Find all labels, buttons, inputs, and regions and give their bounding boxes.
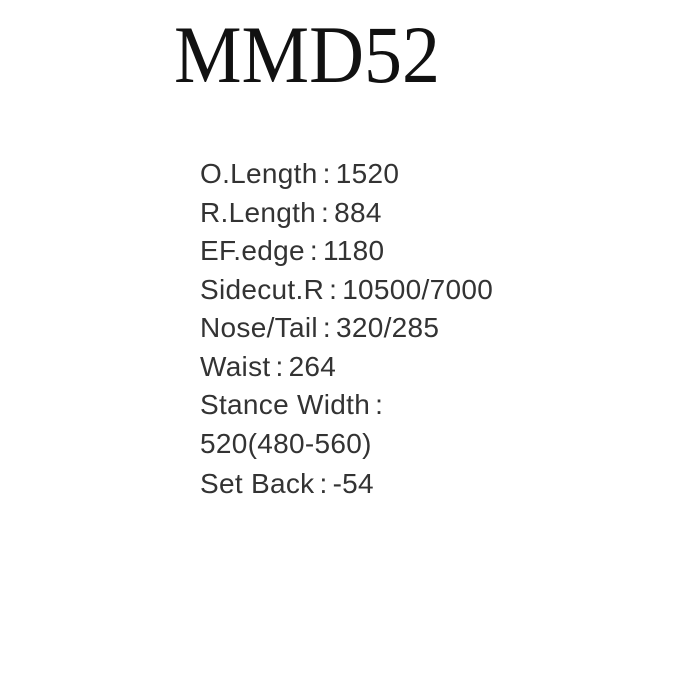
spec-value: 520(480-560) — [200, 427, 372, 459]
spec-value: -54 — [332, 468, 374, 499]
spec-label: Sidecut.R — [200, 273, 325, 305]
spec-separator: : — [319, 468, 328, 499]
spec-label: EF.edge — [200, 235, 305, 266]
spec-row-waist — [200, 348, 620, 387]
spec-list — [200, 155, 620, 504]
spec-value: 884 — [334, 196, 382, 228]
spec-separator: : — [309, 235, 318, 266]
spec-value: 320/285 — [335, 312, 440, 343]
spec-separator: : — [275, 350, 284, 382]
spec-label: Nose/Tail — [200, 312, 318, 343]
spec-label: O.Length — [200, 158, 318, 189]
spec-separator: : — [375, 389, 384, 420]
spec-label: Stance Width — [200, 389, 371, 420]
spec-label: R.Length — [200, 196, 317, 228]
spec-row-ef-edge — [200, 232, 620, 271]
spec-value: 1520 — [335, 158, 400, 189]
spec-row-sidecut-r — [200, 271, 620, 310]
spec-value: 1180 — [322, 235, 385, 266]
spec-row-stance-width — [200, 386, 620, 463]
title-block — [0, 9, 680, 101]
spec-label: Waist — [200, 350, 271, 382]
spec-separator: : — [322, 312, 331, 343]
spec-separator: : — [322, 158, 331, 189]
spec-row-o-length — [200, 155, 620, 194]
spec-value: 264 — [288, 350, 337, 382]
spec-value: 10500/7000 — [342, 273, 494, 305]
spec-row-r-length — [200, 194, 620, 233]
spec-label: Set Back — [200, 468, 315, 499]
spec-row-nose-tail — [200, 309, 620, 348]
product-title: MMD52 — [173, 9, 441, 101]
spec-separator: : — [329, 273, 338, 305]
spec-separator: : — [321, 196, 330, 228]
spec-row-set-back — [200, 465, 620, 504]
